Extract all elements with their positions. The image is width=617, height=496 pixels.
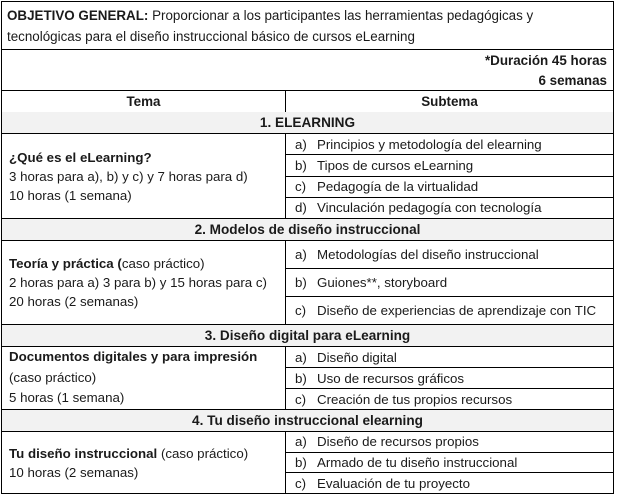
subtema-item — [286, 432, 613, 453]
subtema-letter: b) — [295, 370, 307, 386]
objective-line-1 — [7, 5, 607, 26]
tema-title: Tu diseño instruccional — [9, 445, 158, 461]
subtema-item — [286, 473, 613, 493]
tema-title: Teoría y práctica ( — [9, 256, 122, 271]
subtema-item — [286, 368, 613, 389]
tema-line: 20 horas (2 semanas) — [9, 294, 139, 309]
tema-cell — [2, 347, 286, 409]
section-header: 1. ELEARNING — [2, 112, 613, 134]
section-header: 3. Diseño digital para eLearning — [2, 325, 613, 347]
section-body — [2, 347, 613, 410]
tema-title-suffix: (caso práctico) — [157, 445, 249, 461]
subtema-text: Uso de recursos gráficos — [317, 370, 465, 386]
subtema-text: Guiones**, storyboard — [317, 275, 448, 290]
tema-line: 10 horas (2 semanas) — [9, 464, 139, 480]
subtema-item — [286, 155, 613, 176]
subtema-text: Principios y metodología del elearning — [317, 136, 542, 152]
subtema-letter: a) — [295, 247, 307, 262]
tema-cell — [2, 432, 286, 493]
duration-weeks: 6 semanas — [538, 73, 607, 88]
column-header-subtema: Subtema — [421, 94, 478, 109]
subtema-text: Evaluación de tu proyecto — [317, 475, 471, 491]
subtema-letter: b) — [295, 455, 307, 470]
tema-line: 2 horas para a) 3 para b) y 15 horas para c) — [9, 275, 267, 290]
duration-row — [2, 50, 613, 91]
subtema-text: Metodologías del diseño instruccional — [317, 247, 539, 262]
subtema-text: Diseño de recursos propios — [317, 434, 479, 450]
subtema-item — [286, 453, 613, 474]
tema-title: ¿Qué es el eLearning? — [9, 149, 152, 165]
duration-hours: *Duración 45 horas — [484, 53, 607, 68]
subtema-letter: c) — [295, 391, 307, 407]
subtema-letter: c) — [295, 303, 307, 318]
subtema-list — [286, 432, 613, 493]
subtema-item — [286, 297, 613, 324]
subtema-item — [286, 347, 613, 368]
objective-row — [2, 2, 613, 50]
subtema-text: Creación de tus propios recursos — [317, 391, 513, 407]
subtema-item — [286, 269, 613, 297]
objective-text-1: Proporcionar a los participantes las herramientas pedagógicas y — [148, 8, 534, 23]
subtema-list — [286, 241, 613, 324]
section-body — [2, 241, 613, 325]
subtema-text: Diseño de experiencias de aprendizaje con TIC — [317, 303, 597, 318]
subtema-text: Tipos de cursos eLearning — [317, 157, 474, 173]
subtema-item — [286, 198, 613, 218]
subtema-letter: a) — [295, 434, 307, 450]
subtema-letter: c) — [295, 179, 307, 195]
objective-label: OBJETIVO GENERAL: — [7, 8, 149, 23]
subtema-letter: b) — [295, 275, 307, 290]
tema-line: (caso práctico) — [9, 369, 97, 385]
subtema-text: Armado de tu diseño instruccional — [317, 455, 518, 470]
subtema-list — [286, 347, 613, 409]
tema-line: 5 horas (1 semana) — [9, 390, 125, 406]
column-header-tema: Tema — [2, 91, 286, 112]
subtema-text: Vinculación pedagogía con tecnología — [317, 200, 542, 216]
tema-title: Documentos digitales y para impresión — [9, 349, 258, 365]
subtema-text: Diseño digital — [317, 349, 397, 365]
tema-cell — [2, 134, 286, 218]
subtema-letter: a) — [295, 136, 307, 152]
section-body — [2, 432, 613, 493]
objective-text-2: tecnológicas para el diseño instruccional básico de cursos eLearning — [7, 29, 415, 44]
subtema-letter: b) — [295, 157, 307, 173]
section-body — [2, 134, 613, 219]
subtema-list — [286, 134, 613, 218]
subtema-item — [286, 241, 613, 269]
tema-line: 3 horas para a), b) y c) y 7 horas para d) — [9, 168, 248, 184]
course-table — [1, 1, 614, 494]
subtema-letter: c) — [295, 475, 307, 491]
subtema-item — [286, 177, 613, 198]
column-header-row — [2, 91, 613, 113]
section-header: 4. Tu diseño instruccional elearning — [2, 410, 613, 432]
subtema-item — [286, 389, 613, 409]
section-header: 2. Modelos de diseño instruccional — [2, 219, 613, 241]
tema-title-suffix: caso práctico) — [121, 256, 205, 271]
subtema-text: Pedagogía de la virtualidad — [317, 179, 479, 195]
tema-line: 10 horas (1 semana) — [9, 187, 132, 203]
subtema-letter: d) — [295, 200, 307, 216]
subtema-item — [286, 134, 613, 155]
subtema-letter: a) — [295, 349, 307, 365]
tema-cell — [2, 241, 286, 324]
